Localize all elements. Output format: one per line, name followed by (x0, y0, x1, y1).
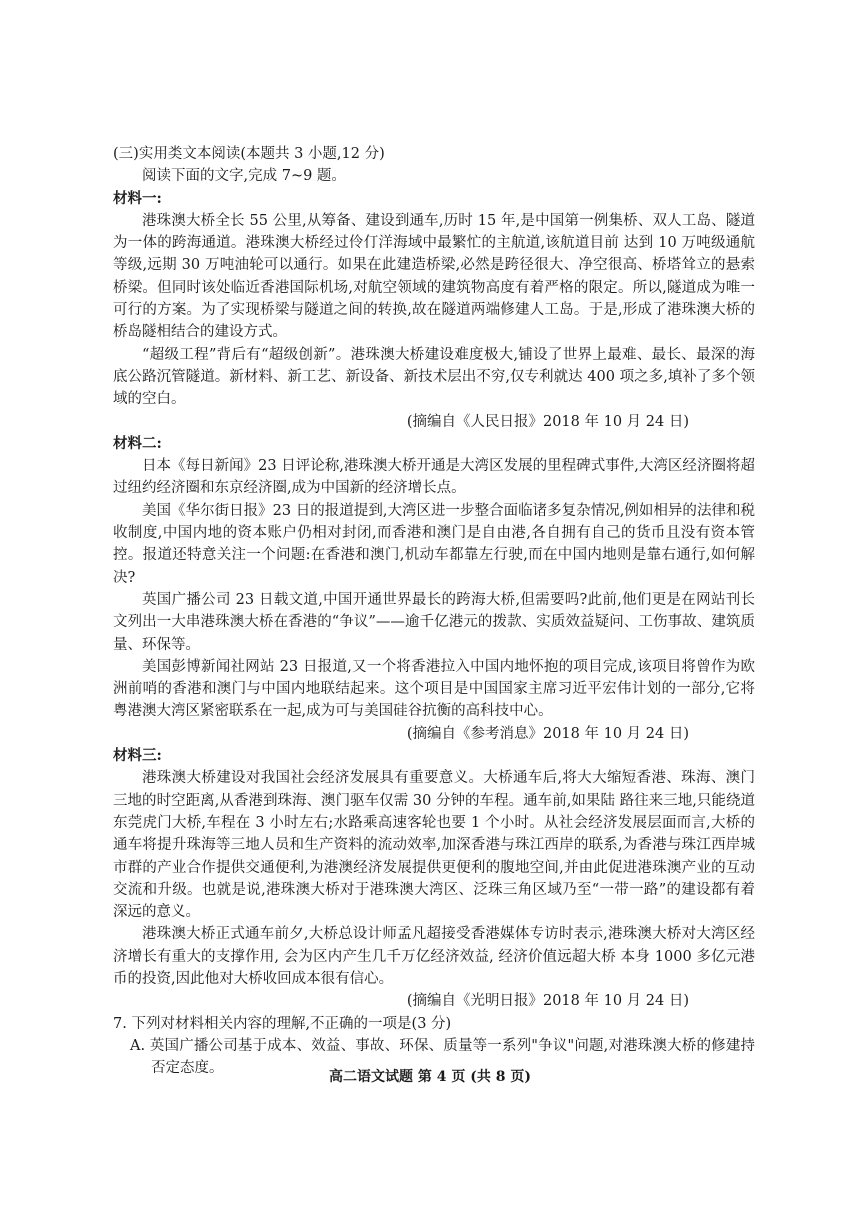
material-1-label: 材料一: (113, 189, 162, 207)
section-heading: (三)实用类文本阅读(本题共 3 小题,12 分) (113, 146, 385, 162)
material-2-source: (摘编自《参考消息》2018 年 10 月 24 日) (406, 725, 689, 742)
material-1-paragraph-1: 港珠澳大桥全长 55 公里,从筹备、建设到通车,历时 15 年,是中国第一例集桥、双人工岛、隧道为一体的跨海通道。港珠澳大桥经过伶仃洋海域中最繁忙的主航道,该航道目前 达到 10 万吨级通航等级,远期 30 万吨油轮可以通行。如果在此建造桥梁,必然是跨径很大、净空很高、桥塔耸立的悬索桥梁。但同时该处临近香港国际机场,对航空领域的建筑物高度有着严格的限定。所以,隧道成为唯一可行的方案。为了实现桥梁与隧道之间的转换,故在隧道两端修建人工岛。于是,形成了港珠澳大桥的桥岛隧相结合的建设方式。 (113, 212, 755, 341)
material-3-paragraph-2: 港珠澳大桥正式通车前夕,大桥总设计师孟凡超接受香港媒体专访时表示,港珠澳大桥对大湾区经济增长有重大的支撑作用, 会为区内产生几千万亿经济效益, 经济价值远超大桥 本身 1000 多亿元港币的投资,因此他对大桥收回成本很有信心。 (113, 926, 755, 987)
material-1-paragraph-2: “超级工程”背后有“超级创新”。港珠澳大桥建设难度极大,铺设了世界上最难、最长、最深的海底公路沉管隧道。新材料、新工艺、新设备、新技术层出不穷,仅专利就达 400 项之多,填补了多个领域的空白。 (113, 346, 755, 408)
page-footer: 高二语文试题 第 4 页 (共 8 页) (329, 1069, 531, 1085)
material-2-paragraph-1: 日本《每日新闻》23 日评论称,港珠澳大桥开通是大湾区发展的里程碑式事件,大湾区经济圈将超过纽约经济圈和东京经济圈,成为中国新的经济增长点。 (113, 458, 755, 497)
material-1-source: (摘编自《人民日报》2018 年 10 月 24 日) (406, 413, 689, 430)
material-2-paragraph-4: 美国彭博新闻社网站 23 日报道,又一个将香港拉入中国内地怀抱的项目完成,该项目将曾作为欧洲前哨的香港和澳门与中国内地联结起来。这个项目是中国国家主席习近平宏伟计划的一部分,它将粤港澳大湾区紧密联系在一起,成为可与美国硅谷抗衡的高科技中心。 (113, 658, 755, 720)
question-7-stem: 7. 下列对材料相关内容的理解,不正确的一项是(3 分) (113, 1015, 452, 1032)
material-3-paragraph-1: 港珠澳大桥建设对我国社会经济发展具有重要意义。大桥通车后,将大大缩短香港、珠海、澳门三地的时空距离,从香港到珠海、澳门驱车仅需 30 分钟的车程。通车前,如果陆 路往来三地,只能绕道东莞虎门大桥,车程在 3 小时左右;水路乘高速客轮也要 1 个小时。从社会经济发展层面而言,大桥的通车将提升珠海等三地人员和生产资料的流动效率,加深香港与珠江西岸的联系,为香港与珠江西岸城市群的产业合作提供交通便利,为港澳经济发展提供更便利的腹地空间,并由此促进港珠澳产业的互动交流和升级。也就是说,港珠澳大桥对于港珠澳大湾区、泛珠三角区域乃至“一带一路”的建设都有着深远的意义。 (113, 770, 755, 921)
material-3-source: (摘编自《光明日报》2018 年 10 月 24 日) (406, 993, 689, 1010)
material-3-label: 材料三: (113, 747, 162, 765)
instruction: 阅读下面的文字,完成 7~9 题。 (142, 168, 346, 185)
page-content (113, 143, 755, 1079)
material-2-paragraph-2: 美国《华尔街日报》23 日的报道提到,大湾区进一步整合面临诸多复杂情况,例如相异的法律和税收制度,中国内地的资本账户仍相对封闭,而香港和澳门是自由港,各自拥有自己的货币且没有资本管控。报道还特意关注一个问题:在香港和澳门,机动车都靠左行驶,而在中国内地则是靠右通行,如何解决? (113, 502, 755, 586)
question-7-option-a: A. 英国广播公司基于成本、效益、事故、环保、质量等一系列"争议"问题,对港珠澳大桥的修建持否定态度。 (130, 1037, 755, 1077)
material-2-paragraph-3: 英国广播公司 23 日载文道,中国开通世界最长的跨海大桥,但需要吗?此前,他们更是在网站刊长文列出一大串港珠澳大桥在香港的“争议”——逾千亿港元的拨款、实质效益疑问、工伤事故、建筑质量、环保等。 (113, 591, 755, 653)
material-2-label: 材料二: (113, 434, 162, 452)
